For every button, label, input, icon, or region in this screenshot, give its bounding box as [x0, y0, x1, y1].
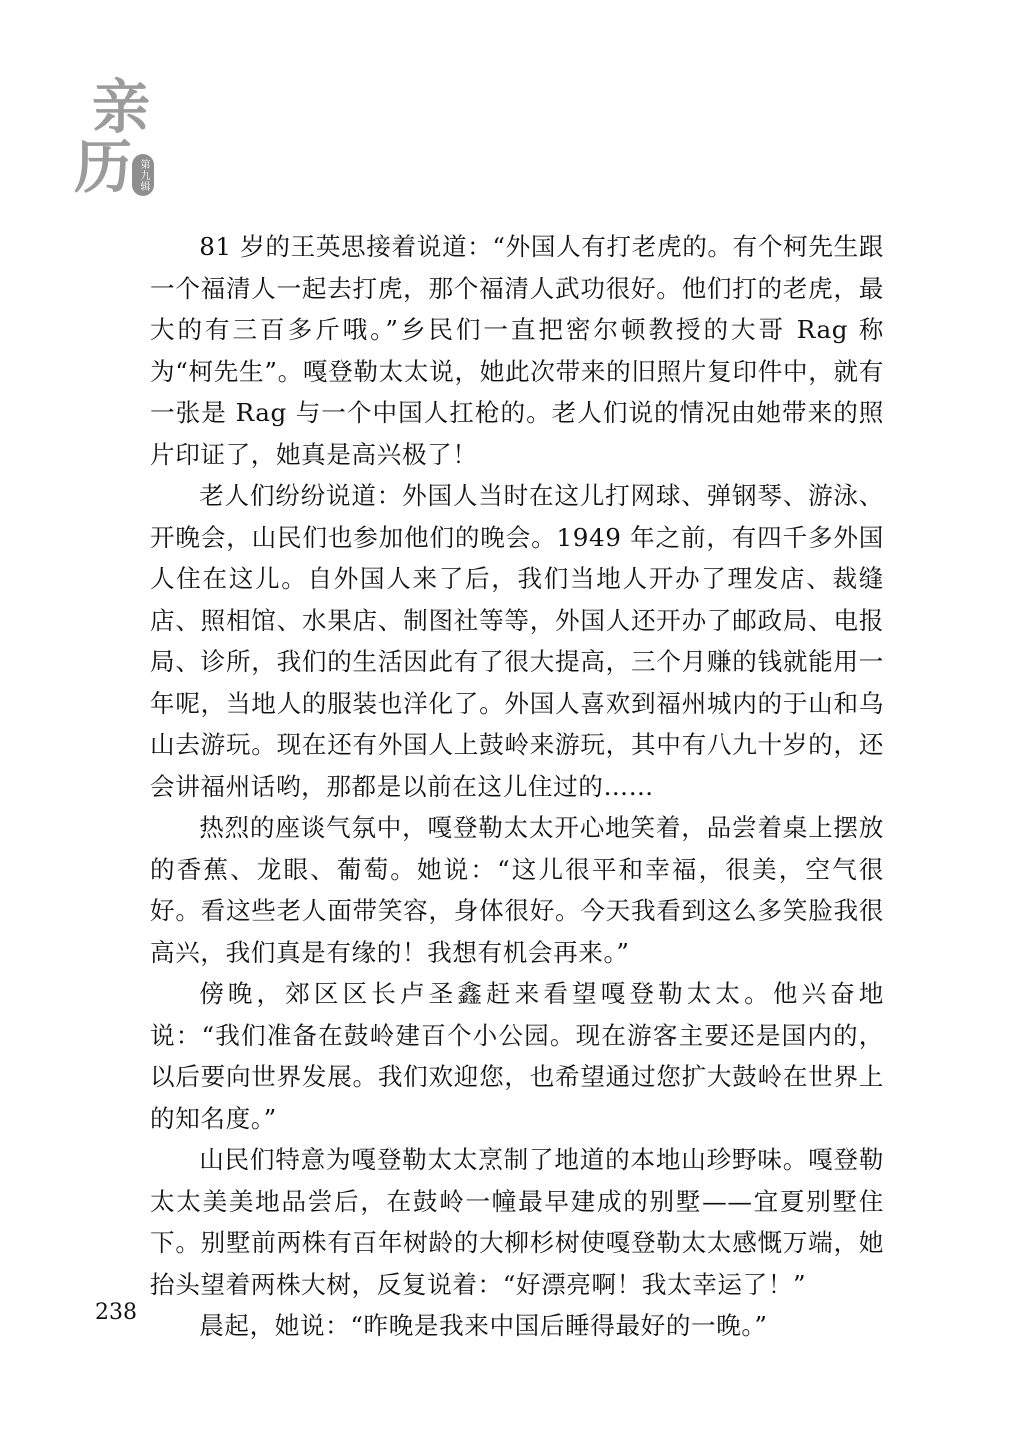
paragraph-5: 山民们特意为嘎登勒太太烹制了地道的本地山珍野味。嘎登勒太太美美地品尝后，在鼓岭一幢最早建成的别墅——宜夏别墅住下。别墅前两株有百年树龄的大柳杉树使嘎登勒太太感慨万端，她抬头望着两株大树，反复说着：“好漂亮啊！我太幸运了！”: [150, 1145, 884, 1299]
paragraph-1: 81 岁的王英思接着说道：“外国人有打老虎的。有个柯先生跟一个福清人一起去打虎，那个福清人武功很好。他们打的老虎，最大的有三百多斤哦。”乡民们一直把密尔顿教授的大哥 Rag 称为“柯先生”。嘎登勒太太说，她此次带来的旧照片复印件中，就有一张是 Rag 与一个中国人扛枪的。老人们说的情况由她带来的照片印证了，她真是高兴极了！: [150, 232, 884, 469]
page-number: 238: [95, 1300, 137, 1325]
paragraph-2: 老人们纷纷说道：外国人当时在这儿打网球、弹钢琴、游泳、开晚会，山民们也参加他们的晚会。1949 年之前，有四千多外国人住在这儿。自外国人来了后，我们当地人开办了理发店、裁缝店、照相馆、水果店、制图社等等，外国人还开办了邮政局、电报局、诊所，我们的生活因此有了很大提高，三个月赚的钱就能用一年呢，当地人的服装也洋化了。外国人喜欢到福州城内的于山和乌山去游玩。现在还有外国人上鼓岭来游玩，其中有八九十岁的，还会讲福州话哟，那都是以前在这儿住过的……: [150, 481, 884, 801]
logo-character-li: 历: [74, 133, 133, 201]
paragraph-4: 傍晚，郊区区长卢圣鑫赶来看望嘎登勒太太。他兴奋地说：“我们准备在鼓岭建百个小公园。现在游客主要还是国内的，以后要向世界发展。我们欢迎您，也希望通过您扩大鼓岭在世界上的知名度。”: [150, 979, 884, 1133]
book-series-logo: [72, 60, 182, 201]
paragraph-6: 晨起，她说：“昨晚是我来中国后睡得最好的一晚。”: [199, 1311, 768, 1340]
paragraph-3: 热烈的座谈气氛中，嘎登勒太太开心地笑着，品尝着桌上摆放的香蕉、龙眼、葡萄。她说：“这儿很平和幸福，很美，空气很好。看这些老人面带笑容，身体很好。今天我看到这么多笑脸我很高兴，我们真是有缘的！我想有机会再来。”: [150, 813, 884, 967]
page-body: [150, 226, 884, 1347]
logo-seal-volume: 第九辑: [132, 154, 154, 196]
logo-character-qin: 亲: [92, 73, 151, 141]
